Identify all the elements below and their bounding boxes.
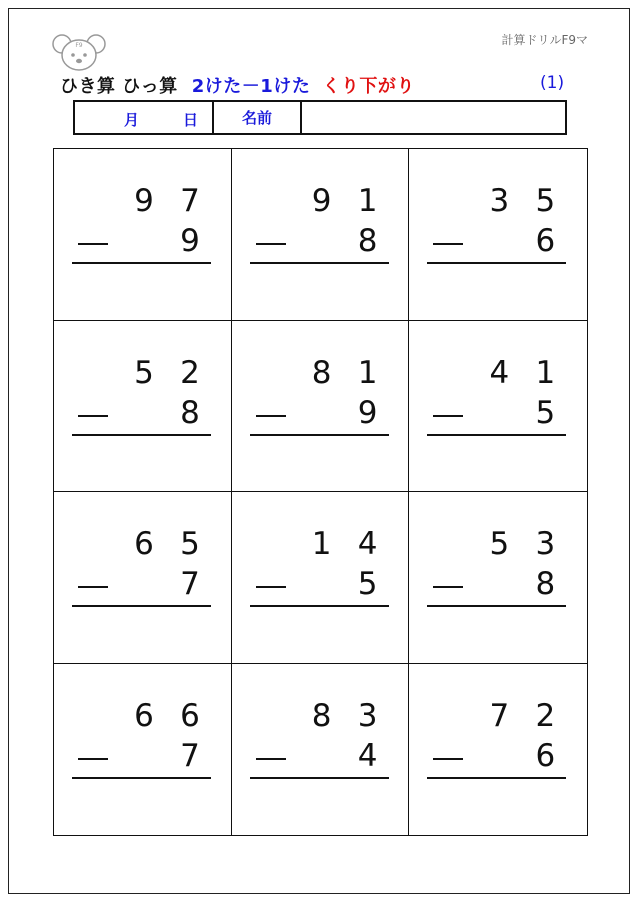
subtrahend: 5: [357, 566, 378, 602]
problem-5[interactable]: [232, 321, 410, 493]
minuend-tens: 6: [134, 697, 154, 734]
name-label-cell: [214, 102, 302, 133]
minuend-ones: 3: [357, 697, 378, 734]
minus-sign-icon: [78, 243, 108, 245]
minuend-tens: 1: [311, 526, 332, 562]
worksheet-title: [60, 72, 415, 98]
answer-line: [427, 262, 566, 264]
answer-line: [427, 434, 566, 436]
minus-sign-icon: [78, 415, 108, 417]
subtrahend: 4: [357, 737, 378, 774]
minus-sign-icon: [433, 243, 463, 245]
subtrahend: 8: [535, 566, 556, 602]
answer-line: [72, 605, 211, 607]
mouse-logo-icon: [52, 30, 106, 72]
minus-sign-icon: [433, 415, 463, 417]
minuend-tens: 7: [489, 697, 510, 734]
answer-line: [72, 262, 211, 264]
minus-sign-icon: [433, 586, 463, 588]
minuend-tens: 6: [134, 526, 154, 562]
minus-sign-icon: [78, 586, 108, 588]
minuend-tens: 5: [134, 354, 154, 391]
minuend-ones: 2: [180, 354, 200, 391]
subtrahend: 5: [535, 394, 556, 431]
subtrahend: 8: [180, 394, 200, 431]
minuend-ones: 6: [180, 697, 200, 734]
minuend-ones: 3: [535, 526, 556, 562]
student-info-row: [73, 100, 567, 135]
problem-6[interactable]: [409, 321, 587, 493]
answer-line: [72, 434, 211, 436]
answer-line: [427, 605, 566, 607]
minus-sign-icon: [256, 243, 286, 245]
minus-sign-icon: [256, 415, 286, 417]
problem-7[interactable]: [54, 492, 232, 664]
minuend-ones: 4: [357, 526, 378, 562]
problem-grid: [53, 148, 588, 836]
answer-line: [72, 777, 211, 779]
minuend-tens: 9: [311, 183, 332, 219]
problem-10[interactable]: [54, 664, 232, 836]
subtrahend: 6: [535, 223, 556, 259]
problem-9[interactable]: [409, 492, 587, 664]
minuend-ones: 1: [357, 183, 378, 219]
subtrahend: 7: [180, 737, 200, 774]
minuend-tens: 5: [489, 526, 510, 562]
minuend-ones: 7: [180, 183, 200, 219]
answer-line: [250, 434, 389, 436]
minus-sign-icon: [78, 758, 108, 760]
problem-2[interactable]: [232, 149, 410, 321]
minus-sign-icon: [433, 758, 463, 760]
month-label: 月: [124, 111, 140, 129]
minuend-tens: 8: [311, 354, 332, 391]
problem-1[interactable]: [54, 149, 232, 321]
sheet-number: (1): [540, 73, 565, 93]
minuend-tens: 4: [489, 354, 510, 391]
title-digits: 2けた－1けた: [191, 76, 311, 97]
day-label: 日: [183, 111, 199, 129]
name-label: 名前: [241, 109, 272, 127]
minus-sign-icon: [256, 758, 286, 760]
answer-line: [427, 777, 566, 779]
subtrahend: 9: [357, 394, 378, 431]
minuend-ones: 5: [535, 183, 556, 219]
minuend-tens: 3: [489, 183, 510, 219]
minuend-ones: 2: [535, 697, 556, 734]
subtrahend: 8: [357, 223, 378, 259]
subtrahend: 7: [180, 566, 200, 602]
minus-sign-icon: [256, 586, 286, 588]
answer-line: [250, 605, 389, 607]
minuend-ones: 5: [180, 526, 200, 562]
minuend-tens: 9: [134, 183, 154, 219]
problem-11[interactable]: [232, 664, 410, 836]
problem-3[interactable]: [409, 149, 587, 321]
date-field[interactable]: [75, 102, 214, 133]
logo-badge-text: F9: [75, 42, 83, 49]
answer-line: [250, 777, 389, 779]
brand-label: 計算ドリルF9マ: [501, 33, 588, 47]
minuend-ones: 1: [357, 354, 378, 391]
problem-4[interactable]: [54, 321, 232, 493]
subtrahend: 9: [180, 223, 200, 259]
minuend-ones: 1: [535, 354, 556, 391]
answer-line: [250, 262, 389, 264]
problem-12[interactable]: [409, 664, 587, 836]
minuend-tens: 8: [311, 697, 332, 734]
problem-8[interactable]: [232, 492, 410, 664]
name-field[interactable]: [302, 102, 565, 133]
title-subtraction: ひき算 ひっ算: [60, 76, 178, 97]
subtrahend: 6: [535, 737, 556, 774]
title-borrowing: くり下がり: [322, 76, 415, 97]
